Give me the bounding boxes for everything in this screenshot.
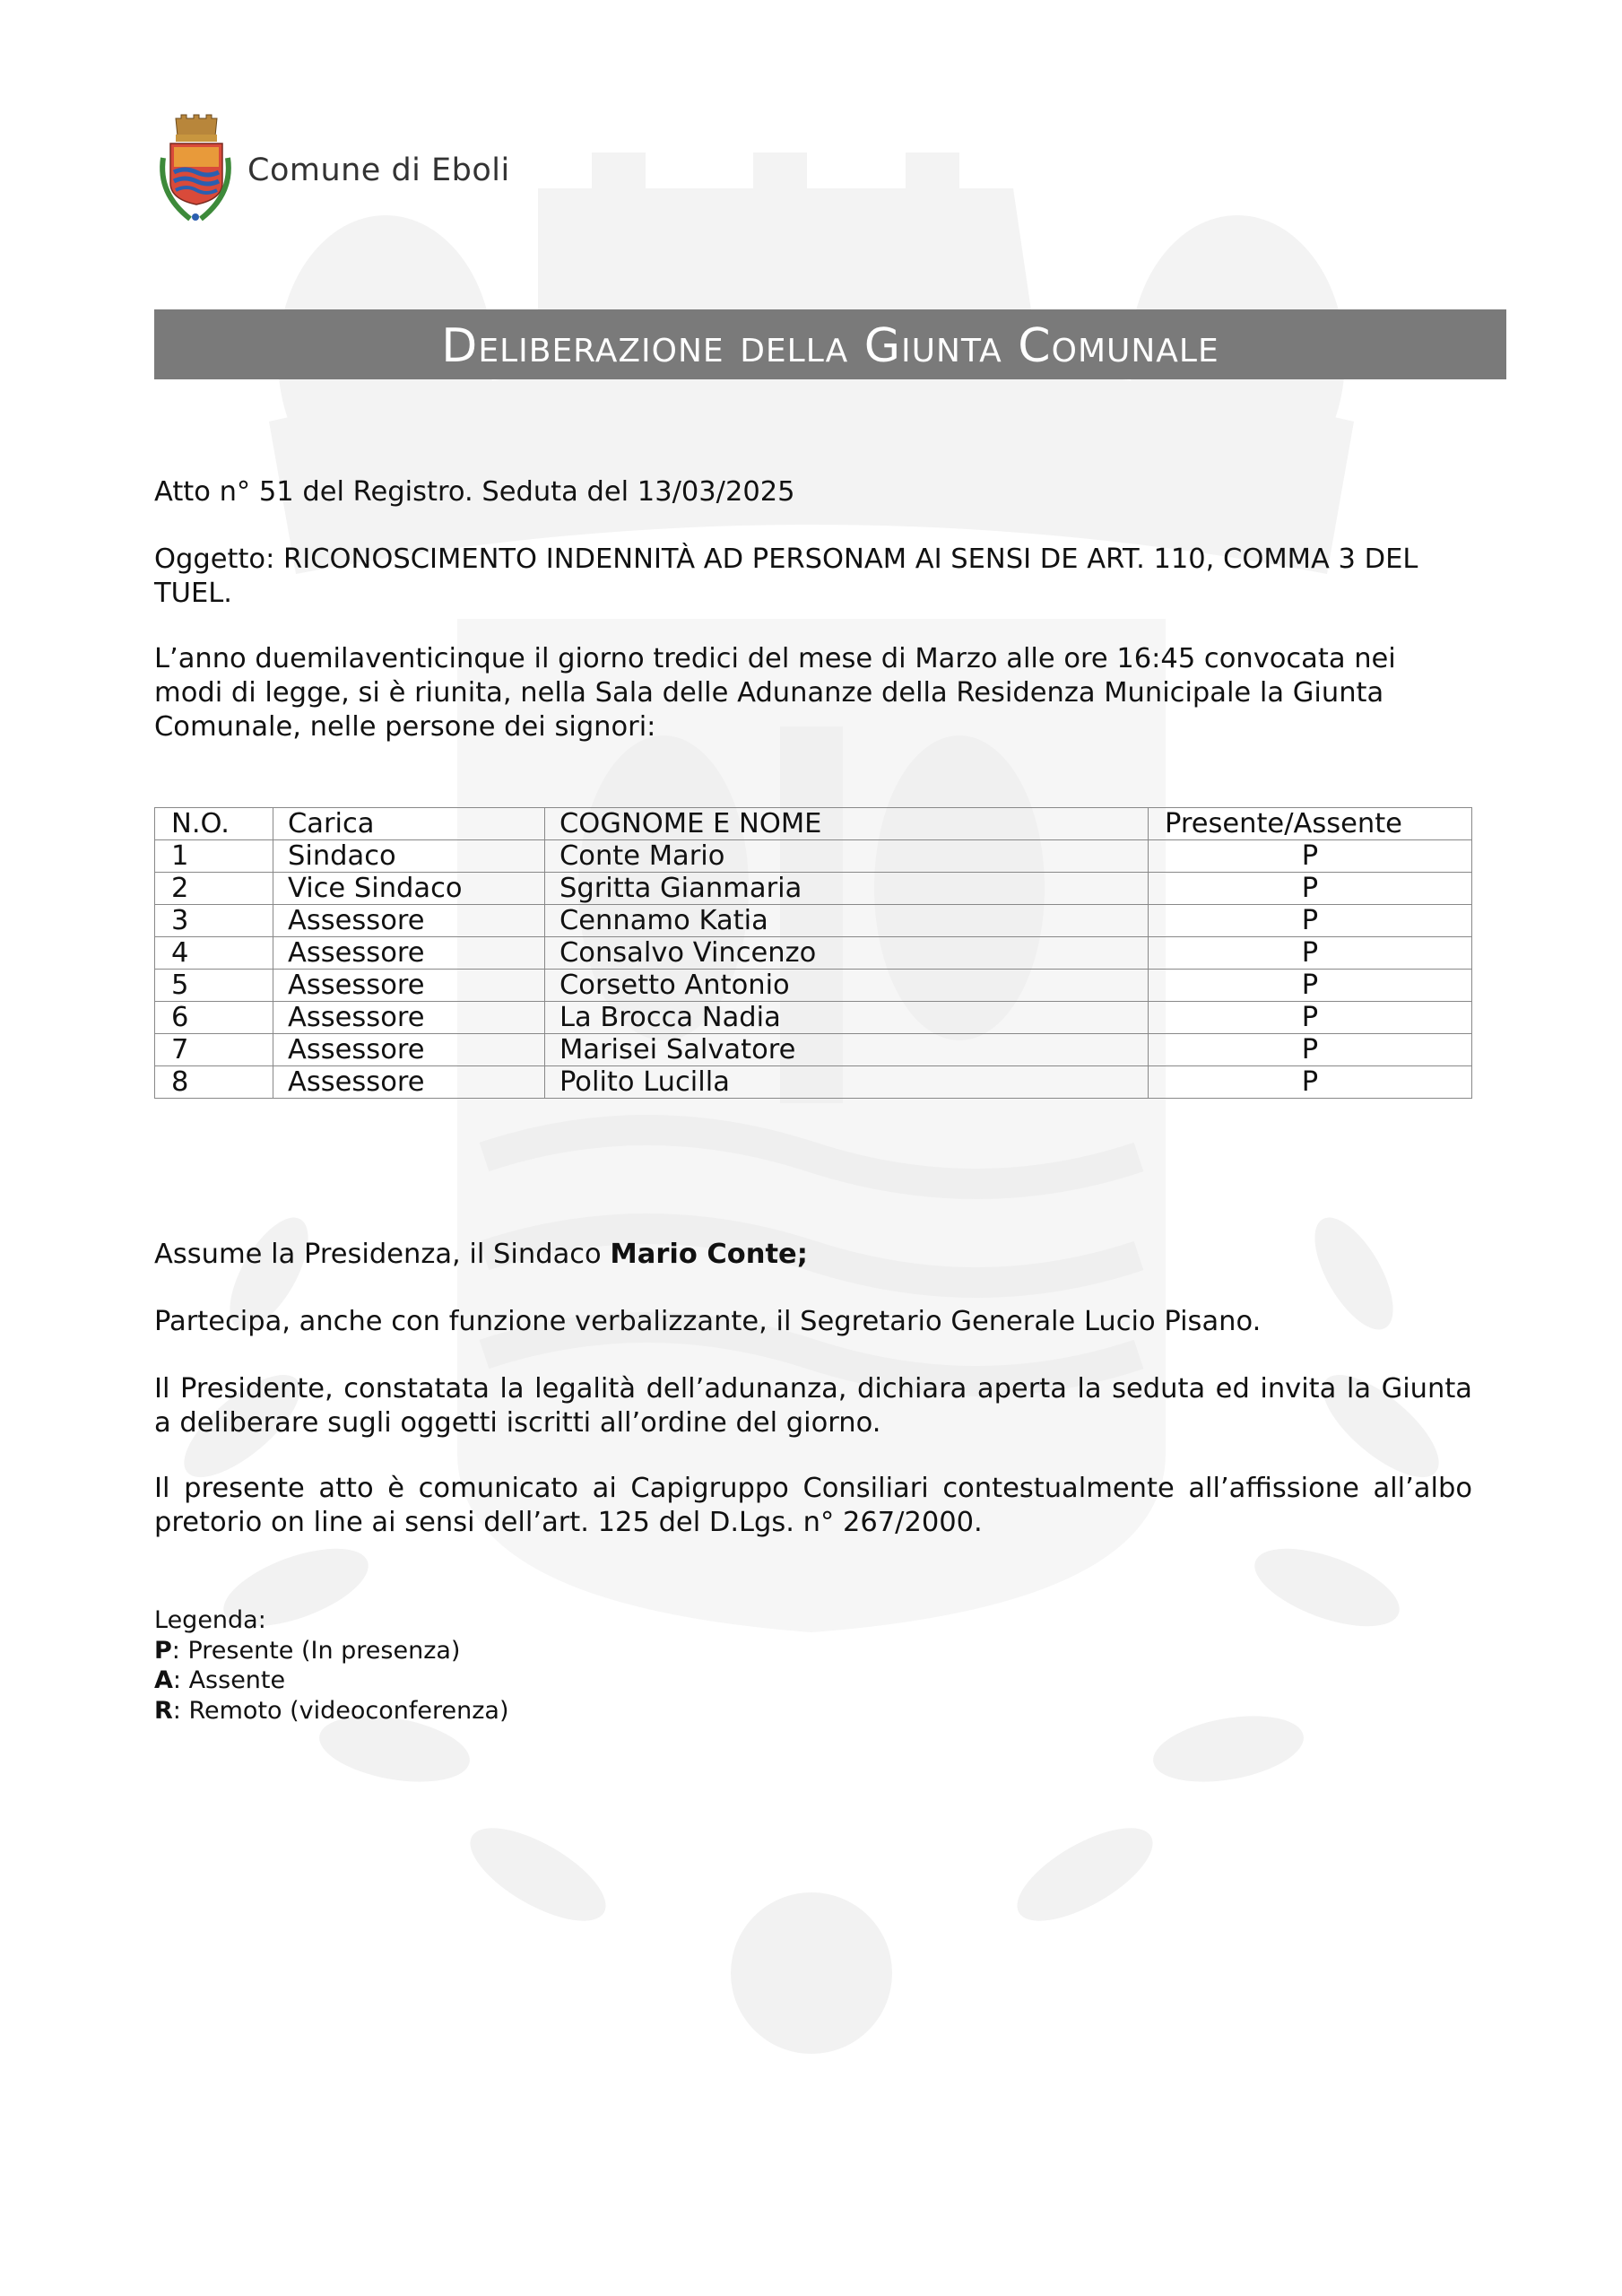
presidente-paragraph: Il Presidente, constatata la legalità dell’adunanza, dichiara aperta la seduta ed invita la Giunta a deliberare sugli oggetti iscritti all’ordine del giorno. <box>154 1373 1472 1439</box>
row-name: Marisei Salvatore <box>545 1034 1149 1066</box>
presidenza-prefix: Assume la Presidenza, il Sindaco <box>154 1239 611 1270</box>
row-carica: Sindaco <box>273 840 545 873</box>
row-name: Conte Mario <box>545 840 1149 873</box>
oggetto-line: Oggetto: RICONOSCIMENTO INDENNITÀ AD PERSONAM AI SENSI DE ART. 110, COMMA 3 DEL TUEL. <box>154 544 1418 609</box>
legenda-key: A <box>154 1666 173 1694</box>
row-carica: Assessore <box>273 905 545 937</box>
row-no: 6 <box>155 1002 273 1034</box>
legenda-item <box>154 1696 509 1726</box>
row-presence: P <box>1149 873 1472 905</box>
legenda-key: R <box>154 1696 173 1725</box>
row-name: Sgritta Gianmaria <box>545 873 1149 905</box>
row-no: 4 <box>155 937 273 970</box>
row-carica: Assessore <box>273 1034 545 1066</box>
table-row <box>155 970 1472 1002</box>
row-name: La Brocca Nadia <box>545 1002 1149 1034</box>
row-presence: P <box>1149 937 1472 970</box>
partecipa-line: Partecipa, anche con funzione verbalizzante, il Segretario Generale Lucio Pisano. <box>154 1306 1262 1337</box>
header-cognome-nome: COGNOME E NOME <box>545 808 1149 840</box>
table-row <box>155 1002 1472 1034</box>
row-name: Corsetto Antonio <box>545 970 1149 1002</box>
presidenza-name: Mario Conte; <box>610 1239 808 1270</box>
table-row <box>155 905 1472 937</box>
row-name: Consalvo Vincenzo <box>545 937 1149 970</box>
row-presence: P <box>1149 840 1472 873</box>
legenda <box>154 1605 509 1726</box>
row-carica: Assessore <box>273 937 545 970</box>
org-name: Comune di Eboli <box>247 152 510 188</box>
row-no: 3 <box>155 905 273 937</box>
header-presente-assente: Presente/Assente <box>1149 808 1472 840</box>
row-name: Cennamo Katia <box>545 905 1149 937</box>
presidenza-line <box>154 1238 1472 1272</box>
document-title-banner: Deliberazione della Giunta Comunale <box>154 309 1506 379</box>
row-carica: Assessore <box>273 1066 545 1099</box>
atto-line: Atto n° 51 del Registro. Seduta del 13/03/2025 <box>154 476 795 508</box>
row-no: 2 <box>155 873 273 905</box>
legenda-text: : Assente <box>172 1666 286 1694</box>
legenda-title: Legenda: <box>154 1606 266 1634</box>
row-presence: P <box>1149 1002 1472 1034</box>
table-row <box>155 1034 1472 1066</box>
row-carica: Assessore <box>273 970 545 1002</box>
table-row <box>155 937 1472 970</box>
row-presence: P <box>1149 970 1472 1002</box>
legenda-item <box>154 1636 509 1666</box>
table-row <box>155 873 1472 905</box>
legenda-text: : Presente (In presenza) <box>171 1636 461 1665</box>
legenda-key: P <box>154 1636 172 1665</box>
header-no: N.O. <box>155 808 273 840</box>
header <box>154 112 510 229</box>
row-no: 1 <box>155 840 273 873</box>
row-no: 5 <box>155 970 273 1002</box>
legenda-text: : Remoto (videoconferenza) <box>172 1696 509 1725</box>
intro-paragraph: L’anno duemilaventicinque il giorno tredici del mese di Marzo alle ore 16:45 convocata nei modi di legge, si è riunita, nella Sala delle Adunanze della Residenza Municipale la Giunta Comunale, nelle persone dei signori: <box>154 643 1396 743</box>
row-presence: P <box>1149 1034 1472 1066</box>
comunicato-paragraph: Il presente atto è comunicato ai Capigruppo Consiliari contestualmente all’affissione all’albo pretorio on line ai sensi dell’art. 125 del D.Lgs. n° 267/2000. <box>154 1473 1472 1538</box>
table-header-row <box>155 808 1472 840</box>
row-name: Polito Lucilla <box>545 1066 1149 1099</box>
row-presence: P <box>1149 1066 1472 1099</box>
table-row <box>155 840 1472 873</box>
row-carica: Assessore <box>273 1002 545 1034</box>
attendance-table <box>154 807 1472 1099</box>
legenda-item <box>154 1665 509 1696</box>
row-no: 8 <box>155 1066 273 1099</box>
row-carica: Vice Sindaco <box>273 873 545 905</box>
header-carica: Carica <box>273 808 545 840</box>
row-presence: P <box>1149 905 1472 937</box>
row-no: 7 <box>155 1034 273 1066</box>
eboli-coat-of-arms-icon <box>154 113 237 228</box>
table-row <box>155 1066 1472 1099</box>
